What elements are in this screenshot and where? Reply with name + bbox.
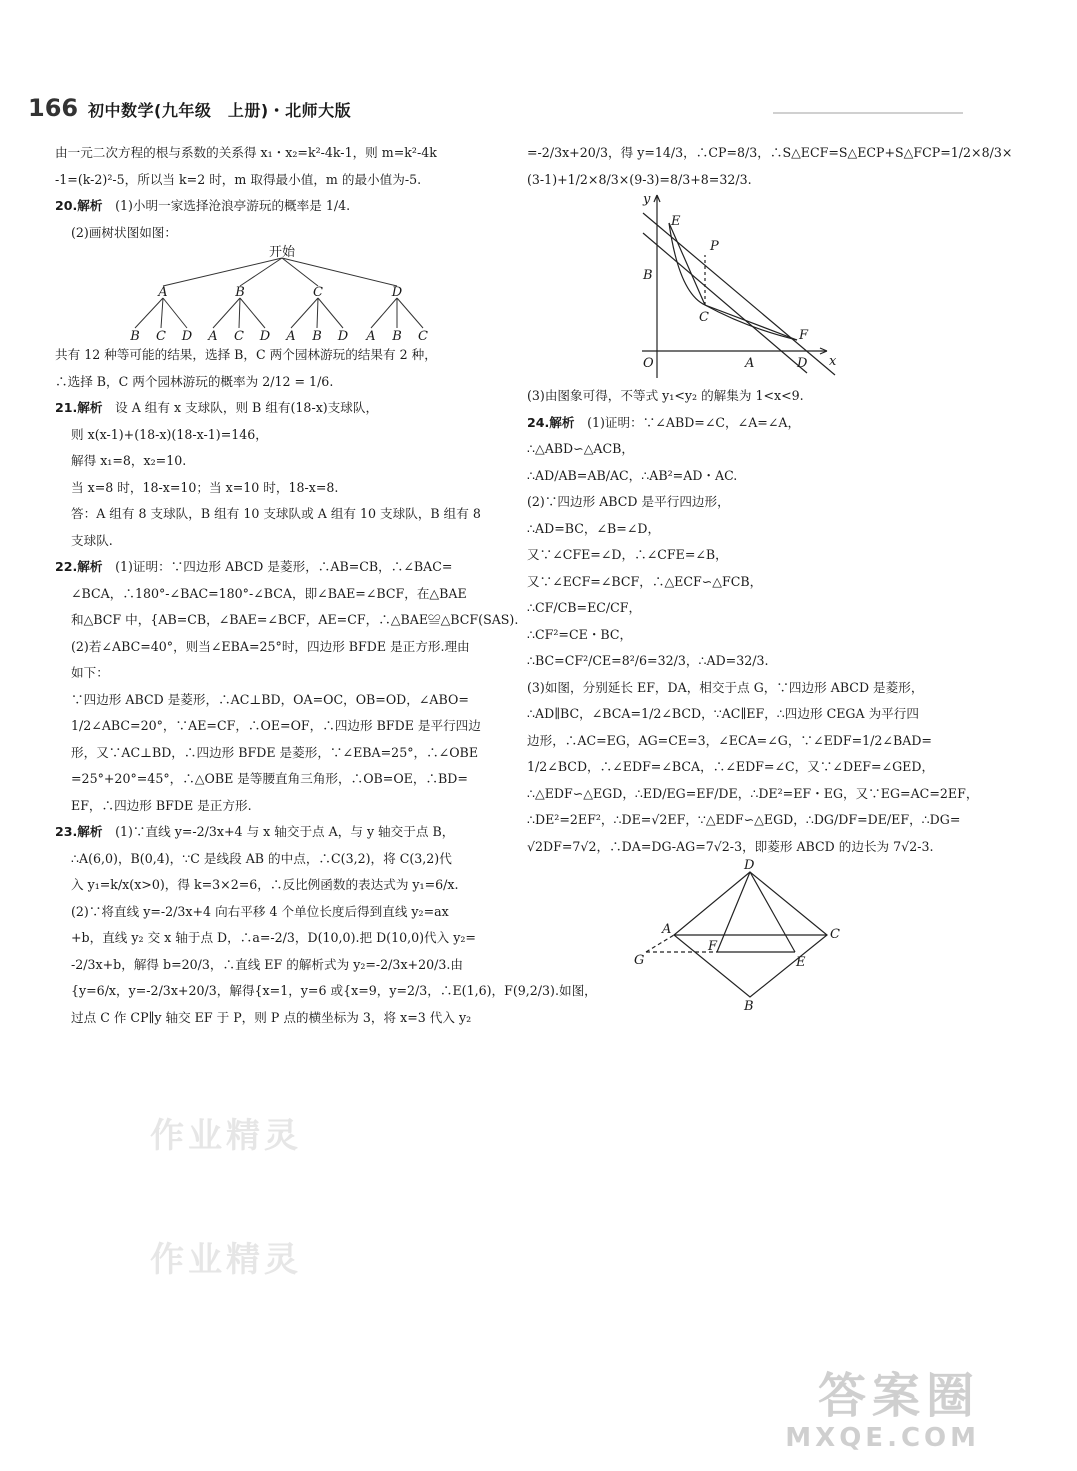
point-label-c: C — [699, 310, 709, 325]
text-line: (3-1)+1/2×8/3×(9-3)=8/3+8=32/3. — [527, 171, 752, 187]
text-line: ∴DE²=2EF²，∴DE=√2EF，∵△EDF∽△EGD，∴DG/DF=DE/EF，∴DG= — [527, 812, 961, 827]
point-label-p: P — [710, 239, 719, 254]
tree-leaf: A — [366, 329, 376, 344]
point-label-g: G — [634, 953, 645, 968]
tree-leaf: D — [337, 329, 349, 344]
tree-node: A — [158, 285, 168, 300]
text-line: 支球队. — [71, 532, 113, 548]
text-line: =-2/3x+20/3，得 y=14/3，∴CP=8/3，∴S△ECF=S△ECP+S△FCP=1/2×8/3× — [527, 145, 1013, 160]
text-line: ∴CF²=CE・BC， — [527, 626, 633, 642]
tree-leaf: D — [259, 329, 271, 344]
text-line: (1)∵直线 y=-2/3x+4 与 x 轴交于点 A，与 y 轴交于点 B， — [115, 824, 455, 839]
text-line: (2)∵将直线 y=-2/3x+4 向右平移 4 个单位长度后得到直线 y₂=ax — [71, 903, 449, 919]
right-column — [527, 140, 1013, 1014]
rhombus-figure — [632, 858, 1077, 1014]
corner-watermark-title: 答案圈 — [817, 1368, 980, 1424]
text-line: 由一元二次方程的根与系数的关系得 x₁・x₂=k²-4k-1，则 m=k²-4k — [55, 145, 437, 160]
text-line: 答：A 组有 8 支球队，B 组有 10 支球队或 A 组有 10 支球队，B 组有 8 — [71, 506, 481, 521]
watermark-2: 作业精灵 — [150, 1240, 302, 1280]
tree-node: B — [235, 285, 245, 300]
text-line: √2DF=7√2，∴DA=DG-AG=7√2-3，即菱形 ABCD 的边长为 7√2-3. — [527, 838, 934, 854]
text-line: 过点 C 作 CP∥y 轴交 EF 于 P，则 P 点的横坐标为 3，将 x=3 代入 y₂ — [71, 1009, 472, 1025]
text-line: +b，直线 y₂ 交 x 轴于点 D，∴a=-2/3，D(10,0).把 D(10,0)代入 y₂= — [71, 930, 476, 945]
segment-df — [717, 872, 750, 952]
text-line: 则 x(x-1)+(18-x)(18-x-1)=146， — [71, 426, 268, 442]
text-line: ∴CF/CB=EC/CF， — [527, 600, 642, 615]
text-line: (1)证明：∵四边形 ABCD 是菱形，∴AB=CB，∴∠BAC= — [115, 559, 453, 574]
text-line: 入 y₁=k/x(x>0)，得 k=3×2=6，∴反比例函数的表达式为 y₁=6/x. — [71, 877, 459, 892]
tree-leaf: C — [418, 329, 428, 344]
question-20 — [55, 193, 500, 220]
text-line: ∴A(6,0)，B(0,4)，∵C 是线段 AB 的中点，∴C(3,2)，将 C(3,2)代 — [71, 850, 452, 866]
point-label-b: B — [643, 268, 653, 283]
line-ab — [643, 233, 807, 373]
text-line: 1/2∠BCD，∴∠EDF=∠BCA，∴∠EDF=∠C，又∵∠DEF=∠GED， — [527, 759, 935, 774]
text-line: 如下： — [71, 665, 109, 680]
point-label-a: A — [745, 356, 755, 371]
text-line: 边形，∴AC=EG，AG=CE=3，∠ECA=∠G，∵∠EDF=1/2∠BAD= — [527, 732, 932, 748]
text-line: -2/3x+b，解得 b=20/3，∴直线 EF 的解析式为 y₂=-2/3x+20/3.由 — [71, 956, 463, 972]
text-line: (2)∵四边形 ABCD 是平行四边形， — [527, 494, 730, 509]
text-line: =25°+20°=45°，∴△OBE 是等腰直角三角形，∴OB=OE，∴BD= — [71, 771, 468, 786]
text-line: 又∵∠ECF=∠BCF，∴△ECF∽△FCB， — [527, 573, 763, 589]
tree-leaf: A — [286, 329, 296, 344]
corner-watermark-url: MXQE.COM — [785, 1423, 980, 1453]
point-label-b: B — [744, 999, 754, 1014]
text-line: (1)小明一家选择沧浪亭游玩的概率是 1/4. — [115, 198, 351, 213]
point-label-e: E — [671, 214, 681, 229]
tree-node: C — [313, 285, 323, 300]
question-number: 24.解析 — [527, 414, 575, 430]
point-label-c: C — [830, 927, 840, 942]
segment-de — [750, 872, 795, 952]
corner-watermark — [785, 1369, 980, 1453]
segment-ga — [646, 935, 674, 952]
text-line: (1)证明：∵∠ABD=∠C，∠A=∠A， — [587, 414, 801, 430]
text-line: ∵四边形 ABCD 是菱形，∴AC⊥BD，OA=OC，OB=OD，∠ABO= — [71, 691, 469, 707]
question-number: 20.解析 — [55, 198, 103, 213]
text-line: (3)由图象可得，不等式 y₁<y₂ 的解集为 1<x<9. — [527, 388, 804, 403]
tree-leaf: C — [234, 329, 244, 344]
text-line: 设 A 组有 x 支球队，则 B 组有(18-x)支球队， — [115, 400, 379, 415]
tree-root: 开始 — [268, 245, 296, 260]
axis-label-y: y — [643, 192, 651, 207]
tree-node: D — [391, 285, 403, 300]
question-23 — [55, 819, 500, 846]
axis-label-x: x — [829, 354, 837, 369]
page-header — [28, 92, 972, 126]
point-label-f: F — [708, 939, 718, 954]
text-line: (2)若∠ABC=40°，则当∠EBA=25°时，四边形 BFDE 是正方形.理由 — [71, 638, 470, 654]
header-rule — [773, 112, 963, 114]
text-line: ∠BCA，∴180°-∠BAC=180°-∠BCA，即∠BAE=∠BCF，在△BAE — [71, 585, 467, 601]
text-line: EF，∴四边形 BFDE 是正方形. — [71, 797, 252, 813]
tree-leaf: D — [181, 329, 193, 344]
point-label-f: F — [799, 328, 809, 343]
question-number: 23.解析 — [55, 824, 103, 839]
hyperbola — [669, 223, 797, 340]
text-line: 1/2∠ABC=20°，∵AE=CF，∴OE=OF，∴四边形 BFDE 是平行四边 — [71, 718, 481, 733]
point-label-d: D — [744, 858, 755, 873]
text-line: ∴△ABD∽△ACB， — [527, 441, 634, 456]
question-24 — [527, 410, 972, 437]
question-number: 21.解析 — [55, 400, 103, 415]
question-21 — [55, 395, 500, 422]
point-label-d: D — [797, 356, 808, 371]
text-line: 又∵∠CFE=∠D，∴∠CFE=∠B， — [527, 547, 728, 562]
origin-label: O — [643, 356, 654, 371]
text-line: 形，又∵AC⊥BD，∴四边形 BFDE 是菱形，∵∠EBA=25°，∴∠OBE — [71, 744, 479, 760]
coordinate-figure — [607, 193, 1052, 383]
text-line: ∴AD=BC，∠B=∠D， — [527, 520, 661, 536]
text-line: ∴BC=CF²/CE=8²/6=32/3，∴AD=32/3. — [527, 653, 769, 668]
text-line: -1=(k-2)²-5，所以当 k=2 时，m 取得最小值，m 的最小值为-5. — [55, 171, 422, 187]
point-label-a: A — [662, 922, 672, 937]
watermark-1: 作业精灵 — [150, 1116, 302, 1156]
tree-leaf: B — [130, 329, 140, 344]
text-line: ∴选择 B，C 两个园林游玩的概率为 2/12 = 1/6. — [55, 373, 334, 389]
question-number: 22.解析 — [55, 559, 103, 574]
tree-diagram — [55, 246, 500, 342]
point-label-e: E — [796, 955, 806, 970]
book-title: 初中数学(九年级 上册)・北师大版 — [88, 101, 352, 120]
tree-leaf: A — [208, 329, 218, 344]
question-22 — [55, 554, 500, 581]
text-line: ∴AD/AB=AB/AC，∴AB²=AD・AC. — [527, 467, 738, 483]
text-line: (3)如图，分别延长 EF，DA，相交于点 G，∵四边形 ABCD 是菱形， — [527, 679, 924, 695]
tree-leaf: C — [156, 329, 166, 344]
text-line: ∴△EDF∽△EGD，∴ED/EG=EF/DE，∴DE²=EF・EG，又∵EG=AC=2EF， — [527, 785, 979, 801]
text-line: ∴AD∥BC，∠BCA=1/2∠BCD，∵AC∥EF，∴四边形 CEGA 为平行四 — [527, 706, 919, 721]
text-line: (2)画树状图如图： — [71, 224, 177, 240]
text-line: 解得 x₁=8，x₂=10. — [71, 453, 187, 468]
text-line: {y=6/x，y=-2/3x+20/3，解得{x=1，y=6 或{x=9，y=2/3，∴E(1,6)，F(9,2/3).如图， — [71, 983, 597, 998]
page-number: 166 — [28, 94, 79, 122]
tree-leaf: B — [392, 329, 402, 344]
tree-leaf: B — [312, 329, 322, 344]
text-line: 当 x=8 时，18-x=10；当 x=10 时，18-x=8. — [71, 479, 339, 495]
text-line: 和△BCF 中，{AB=CB，∠BAE=∠BCF，AE=CF，∴△BAE≌△BCF(SAS). — [71, 612, 519, 627]
text-line: 共有 12 种等可能的结果，选择 B，C 两个园林游玩的结果有 2 种， — [55, 347, 437, 362]
